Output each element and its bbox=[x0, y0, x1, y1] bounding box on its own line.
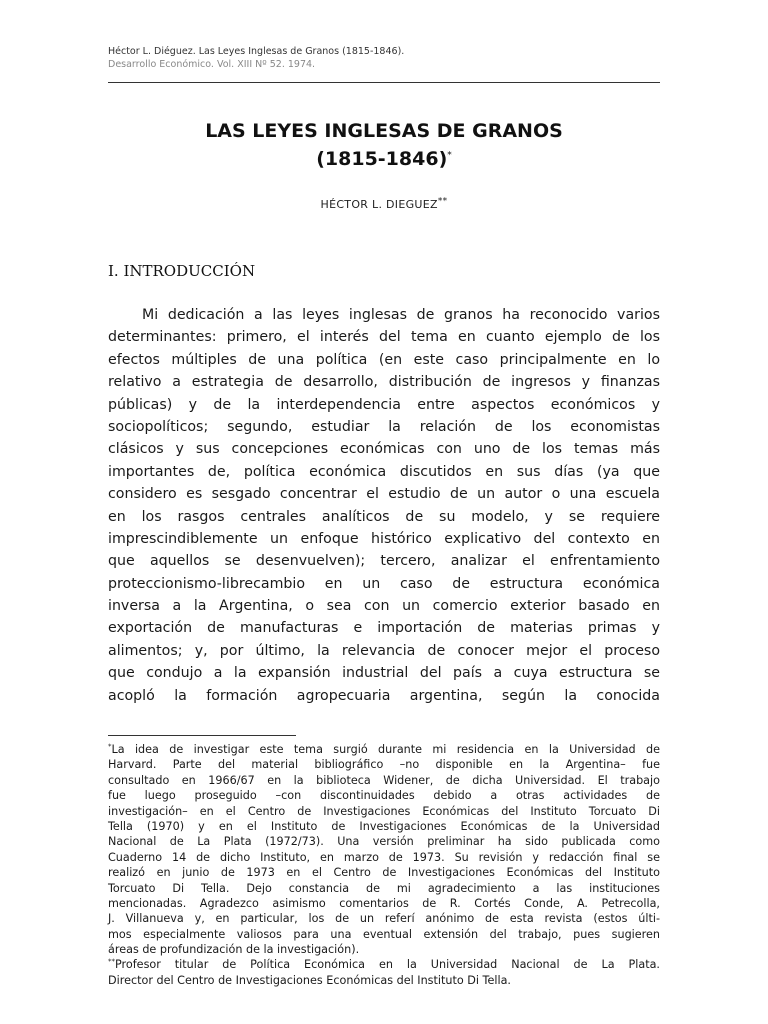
footnote-1-text: mencionadas. Agradezco asimismo comentarios de R. Cortés Conde, A. Petrecolla, bbox=[108, 896, 660, 910]
footnote-1-text: La idea de investigar este tema surgió durante mi residencia en la Universidad de bbox=[111, 743, 660, 756]
footnote-1-line bbox=[108, 834, 660, 849]
title-line-1: LAS LEYES INGLESAS DE GRANOS bbox=[205, 120, 563, 142]
body-line: imprescindiblemente un enfoque histórico explicativo del contexto en bbox=[108, 530, 660, 547]
footnote-1-line bbox=[108, 757, 660, 772]
author-footnote-mark: ** bbox=[437, 196, 448, 207]
footnote-1-line bbox=[108, 850, 660, 865]
body-line: determinantes: primero, el interés del tema en cuanto ejemplo de los bbox=[108, 329, 660, 346]
footnote-1-text: realizó en junio de 1973 en el Centro de Investigaciones Económicas del Instituto bbox=[108, 866, 660, 880]
body-line: acopló la formación agropecuaria argentina, según la conocida bbox=[108, 687, 660, 704]
footnote-2-line bbox=[108, 973, 660, 988]
footnote-1-line bbox=[108, 819, 660, 834]
body-line: que condujo a la expansión industrial del país a cuya estructura se bbox=[108, 665, 660, 682]
footnote-2-line bbox=[108, 957, 660, 972]
footnote-1-line bbox=[108, 942, 660, 957]
footnote-1-line bbox=[108, 788, 660, 803]
footnote-1-text: Tella (1970) y en el Instituto de Investigaciones Económicas de la Universidad bbox=[108, 819, 660, 833]
footnote-1-line bbox=[108, 911, 660, 926]
body-line: públicas) y de la interdependencia entre aspectos económicos y bbox=[108, 396, 660, 413]
footnote-1-text: consultado en 1966/67 en la biblioteca Widener, de dicha Universidad. El trabajo bbox=[108, 773, 660, 787]
footnote-1-line bbox=[108, 773, 660, 788]
title-line-2 bbox=[108, 145, 660, 173]
body-line: importantes de, política económica discutidos en sus días (ya que bbox=[108, 463, 660, 480]
running-head bbox=[108, 45, 660, 71]
article-title bbox=[108, 117, 660, 173]
footnote-1-text: investigación– en el Centro de Investigaciones Económicas del Instituto Torcuato Di bbox=[108, 804, 660, 818]
body-line: considero es sesgado concentrar el estudio de un autor o una escuela bbox=[108, 486, 660, 503]
author-name: HÉCTOR L. DIEGUEZ bbox=[320, 198, 438, 211]
footnote-2-text: Profesor titular de Política Económica en la Universidad Nacional de La Plata. bbox=[115, 958, 660, 972]
title-footnote-mark: * bbox=[447, 150, 452, 161]
body-line: Mi dedicación a las leyes inglesas de granos ha reconocido varios bbox=[142, 307, 660, 323]
author-line bbox=[108, 198, 660, 212]
footnote-1-text: Torcuato Di Tella. Dejo constancia de mi agradecimiento a las instituciones bbox=[108, 881, 660, 895]
footnote-1-text: Nacional de La Plata (1972/73). Una versión preliminar ha sido publicada como bbox=[108, 835, 660, 849]
footnote-1-line bbox=[108, 927, 660, 942]
running-head-citation: Héctor L. Diéguez. Las Leyes Inglesas de Granos (1815-1846). bbox=[108, 46, 405, 57]
footnote-1-text: Harvard. Parte del material bibliográfico –no disponible en la Argentina– fue bbox=[108, 758, 660, 772]
section-heading: I. INTRODUCCIÓN bbox=[108, 262, 256, 280]
body-line: clásicos y sus concepciones económicas con uno de los temas más bbox=[108, 441, 660, 458]
footnote-1-line bbox=[108, 804, 660, 819]
body-line: alimentos; y, por último, la relevancia de conocer mejor el proceso bbox=[108, 642, 660, 659]
document-page bbox=[108, 0, 660, 1024]
footnote-2-text: Director del Centro de Investigaciones Económicas del Instituto Di Tella. bbox=[108, 973, 511, 987]
footnote-1-line bbox=[108, 881, 660, 896]
body-line: en los rasgos centrales analíticos de su modelo, y se requiere bbox=[108, 508, 660, 525]
footnote-1-text: mos especialmente valiosos para una eventual extensión del trabajo, pues sugieren bbox=[108, 927, 660, 941]
body-line: que aquellos se desenvuelven); tercero, analizar el enfrentamiento bbox=[108, 553, 660, 570]
footnote-1-line bbox=[108, 896, 660, 911]
footnote-1-text: áreas de profundización de la investigación). bbox=[108, 943, 360, 957]
header-rule bbox=[108, 82, 660, 83]
footnote-1-text: Cuaderno 14 de dicho Instituto, en marzo de 1973. Su revisión y redacción final se bbox=[108, 850, 660, 864]
footnote-1-line bbox=[108, 865, 660, 880]
footnote-rule bbox=[108, 735, 296, 736]
body-paragraph bbox=[108, 304, 660, 707]
footnote-2-mark: ** bbox=[108, 957, 115, 966]
body-line: proteccionismo-librecambio en un caso de estructura económica bbox=[108, 575, 660, 592]
footnotes bbox=[108, 742, 660, 988]
body-line: inversa a la Argentina, o sea con un comercio exterior basado en bbox=[108, 598, 660, 615]
body-line: sociopolíticos; segundo, estudiar la relación de los economistas bbox=[108, 418, 660, 435]
footnote-1-text: fue luego proseguido –con discontinuidades debido a otras actividades de bbox=[108, 789, 660, 803]
title-years: (1815-1846) bbox=[316, 148, 448, 170]
footnote-1-text: J. Villanueva y, en particular, los de un referí anónimo de esta revista (estos últi- bbox=[108, 912, 660, 926]
body-line: exportación de manufacturas e importación de materias primas y bbox=[108, 620, 660, 637]
body-line: efectos múltiples de una política (en este caso principalmente en lo bbox=[108, 351, 660, 368]
footnote-1-line bbox=[108, 742, 660, 757]
body-line: relativo a estrategia de desarrollo, distribución de ingresos y finanzas bbox=[108, 374, 660, 391]
running-head-journal: Desarrollo Económico. Vol. XIII Nº 52. 1974. bbox=[108, 59, 316, 70]
footnote-1-mark: * bbox=[108, 742, 112, 751]
